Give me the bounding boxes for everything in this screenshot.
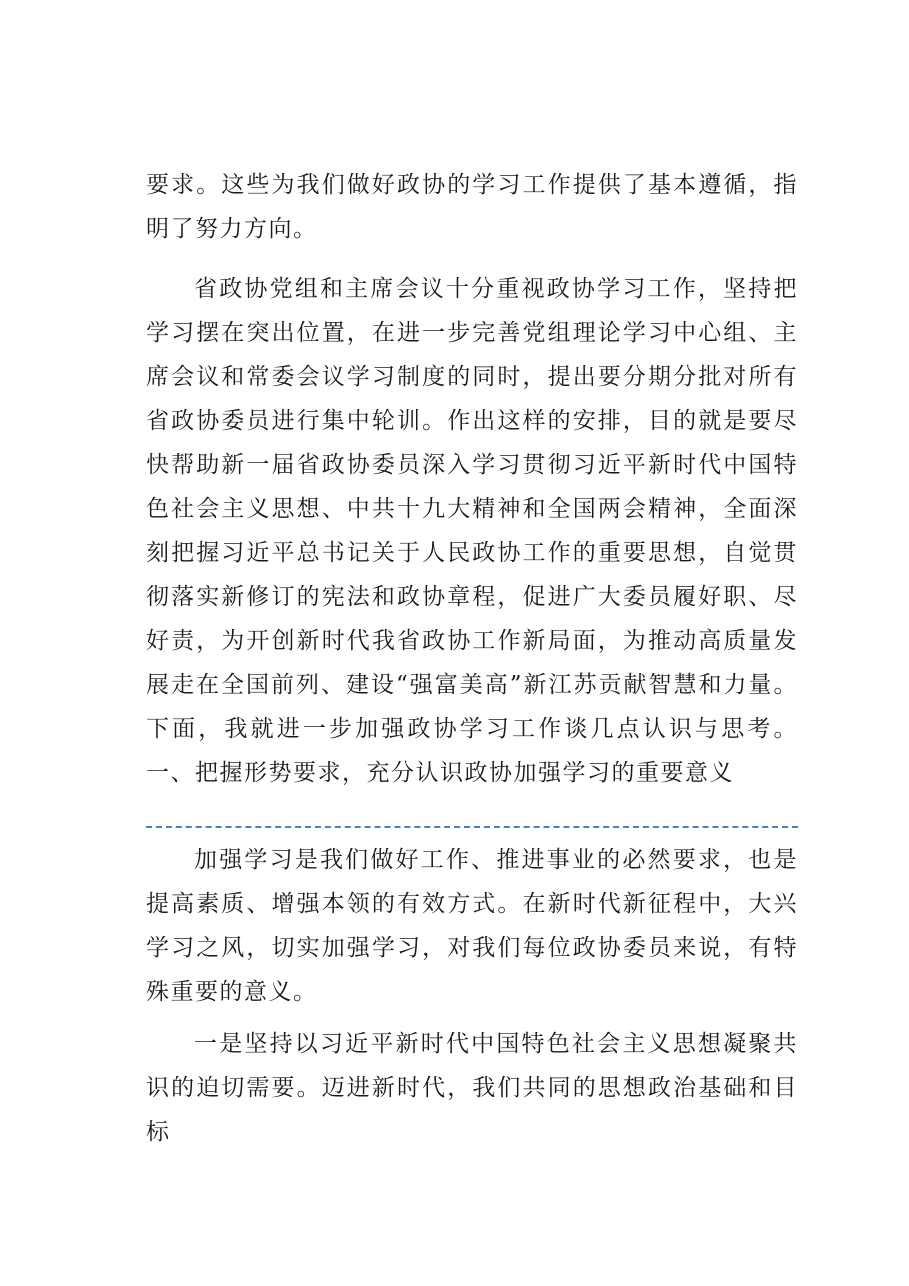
paragraph-first-point: 一是坚持以习近平新时代中国特色社会主义思想凝聚共识的迫切需要。迈进新时代，我们共同的思想政治基础和目标 (146, 1031, 798, 1145)
paragraph-importance-of-study: 加强学习是我们做好工作、推进事业的必然要求，也是提高素质、增强本领的有效方式。在新时代新征程中，大兴学习之风，切实加强学习，对我们每位政协委员来说，有特殊重要的意义。 (146, 847, 798, 1005)
paragraph-study-arrangement: 省政协党组和主席会议十分重视政协学习工作，坚持把学习摆在突出位置，在进一步完善党组理论学习中心组、主席会议和常委会议学习制度的同时，提出要分期分批对所有省政协委员进行集中轮训。作出这样的安排，目的就是要尽快帮助新一届省政协委员深入学习贯彻习近平新时代中国特色社会主义思想、中共十九大精神和全国两会精神，全面深刻把握习近平总书记关于人民政协工作的重要思想，自觉贯彻落实新修订的宪法和政协章程，促进广大委员履好职、尽好责，为开创新时代我省政协工作新局面，为推动高质量发展走在全国前列、建设“强富美高”新江苏贡献智慧和力量。下面，我就进一步加强政协学习工作谈几点认识与思考。一、把握形势要求，充分认识政协加强学习的重要意义 (146, 276, 798, 786)
paragraph-continuation: 要求。这些为我们做好政协的学习工作提供了基本遵循，指明了努力方向。 (146, 172, 798, 242)
section-divider (146, 826, 798, 828)
